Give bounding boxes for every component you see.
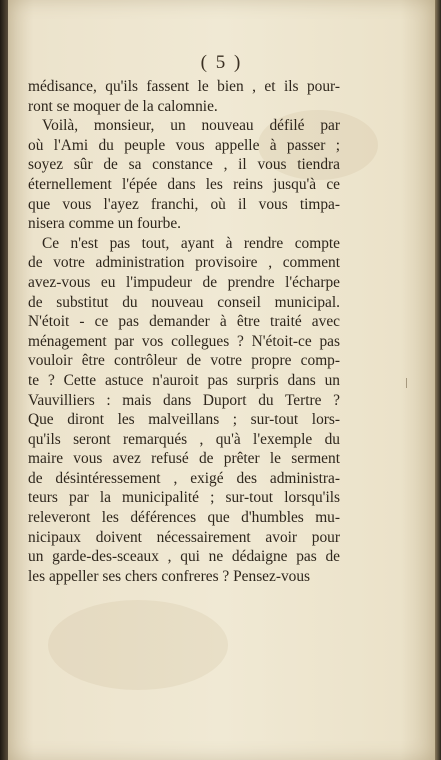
text-line: soyez sûr de sa constance , il vous tiendra: [28, 156, 340, 174]
paragraph: [28, 234, 340, 587]
text-line: Ce n'est pas tout, ayant à rendre compte: [42, 234, 340, 252]
text-line: N'étoit - ce pas demander à être traité avec: [28, 313, 340, 331]
paper-stain: [48, 600, 228, 690]
text-line: te ? Cette astuce n'auroit pas surpris dans un: [28, 371, 340, 389]
paragraph: [28, 77, 340, 116]
page-edge: [435, 0, 441, 760]
text-line: qu'ils seront remarqués , qu'à l'exemple du: [28, 430, 340, 448]
text-line: vouloir être contrôleur de votre propre comp-: [28, 352, 340, 370]
text-line: de votre administration provisoire , comment: [28, 254, 340, 272]
text-line: ront se moquer de la calomnie.: [28, 97, 218, 115]
book-page: [8, 0, 435, 760]
margin-mark: [406, 378, 407, 388]
text-line: où l'Ami du peuple vous appelle à passer ;: [28, 136, 340, 154]
text-line: Voilà, monsieur, un nouveau défilé par: [42, 117, 340, 135]
text-line: teurs par la municipalité ; sur-tout lorsqu'ils: [28, 489, 340, 507]
text-line: nisera comme un fourbe.: [28, 215, 181, 233]
text-line: maire vous avez refusé de prêter le serment: [28, 450, 340, 468]
text-line: Vauvilliers : mais dans Duport du Tertre ?: [28, 391, 340, 409]
text-line: éternellement l'épée dans les reins jusqu'à ce: [28, 175, 340, 193]
paragraph: [28, 116, 340, 234]
text-line: de désintéressement , exigé des administra-: [28, 469, 340, 487]
text-line: releveront les déférences que d'humbles mu-: [28, 509, 340, 527]
body-text: [28, 77, 340, 586]
text-line: de substitut du nouveau conseil municipal.: [28, 293, 340, 311]
text-line: ménagement par vos collegues ? N'étoit-ce pas: [28, 332, 340, 350]
text-line: nicipaux doivent nécessairement avoir pour: [28, 528, 340, 546]
page-number: ( 5 ): [200, 52, 243, 73]
text-line: Que diront les malveillans ; sur-tout lors-: [28, 411, 340, 429]
text-line: que vous l'ayez franchi, où il vous timpa-: [28, 195, 340, 213]
text-line: médisance, qu'ils fassent le bien , et ils pour-: [28, 78, 340, 95]
text-line: avez-vous eu l'impudeur de prendre l'écharpe: [28, 273, 340, 291]
book-spine: [0, 0, 8, 760]
text-line: un garde-des-sceaux , qui ne dédaigne pas de: [28, 548, 340, 566]
text-line: les appeller ses chers confreres ? Pensez-vous: [28, 567, 311, 585]
